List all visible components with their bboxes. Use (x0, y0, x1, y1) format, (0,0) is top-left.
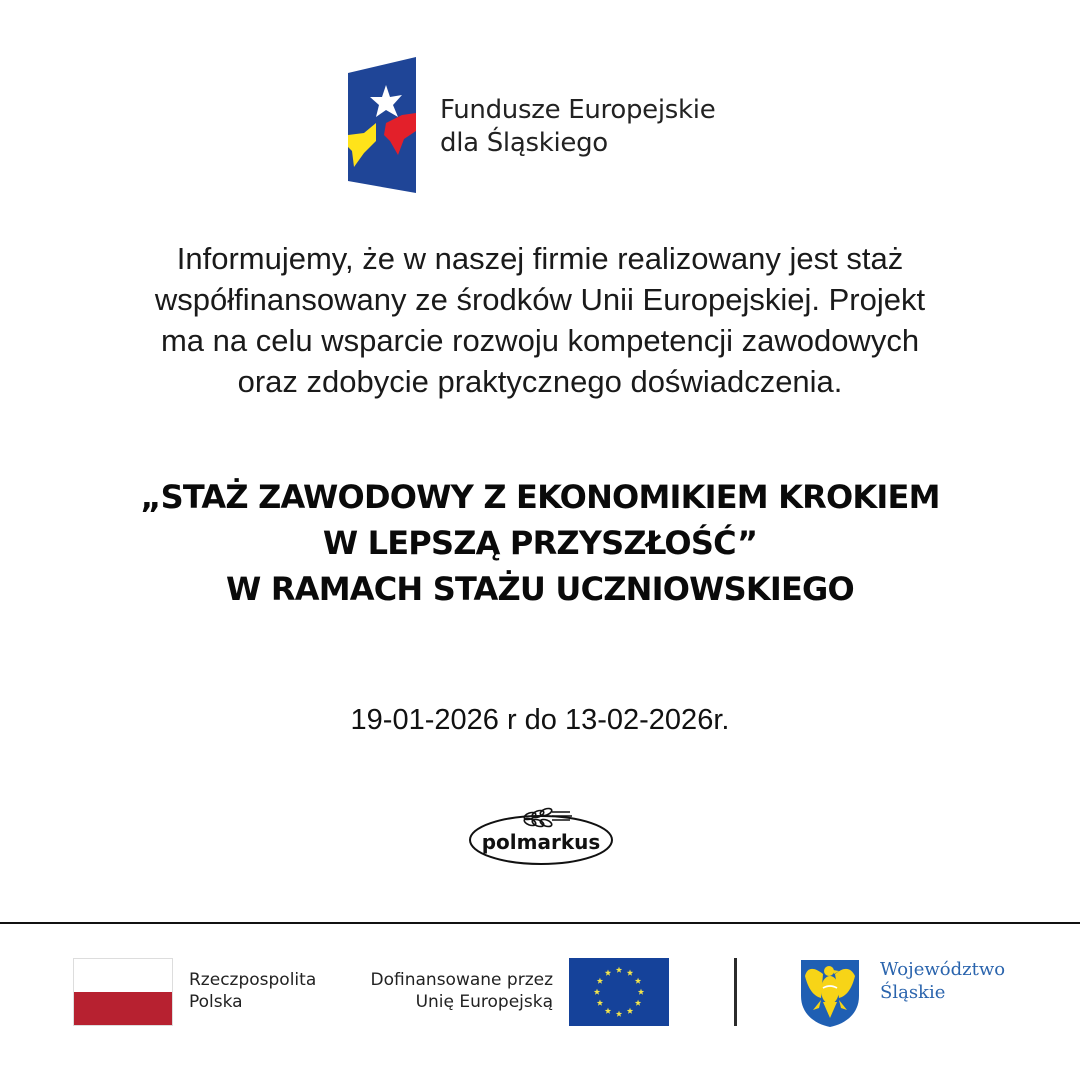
polmarkus-logo-text: polmarkus (481, 830, 601, 854)
poland-flag-icon (73, 958, 173, 1026)
intro-line: ma na celu wsparcie rozwoju kompetencji zawodowych (160, 323, 920, 358)
intro-paragraph (90, 238, 990, 402)
date-range: 19-01-2026 r do 13-02-2026r. (350, 704, 730, 736)
poland-label-line2: Polska (189, 992, 243, 1012)
intro-line: współfinansowany ze środków Unii Europejskiej. Projekt (154, 282, 926, 317)
fe-text-line2: dla Śląskiego (440, 128, 608, 158)
intro-line: oraz zdobycie praktycznego doświadczenia. (237, 364, 843, 399)
silesia-label-line2: Śląskie (880, 982, 946, 1003)
silesia-coat-of-arms-icon (799, 958, 861, 1028)
title-line: W LEPSZĄ PRZYSZŁOŚĆ” (322, 524, 758, 562)
eu-label-line2: Unię Europejską (415, 992, 553, 1012)
silesia-label (880, 958, 1005, 1004)
eu-label-line1: Dofinansowane przez (370, 970, 553, 990)
title-line: „STAŻ ZAWODOWY Z EKONOMIKIEM KROKIEM (140, 478, 940, 516)
fundusze-europejskie-logo-icon (346, 55, 420, 195)
fundusze-europejskie-text (440, 94, 715, 160)
polmarkus-logo (466, 802, 616, 868)
intro-line: Informujemy, że w naszej firmie realizowany jest staż (176, 241, 904, 276)
poland-label (189, 969, 316, 1013)
title-line: W RAMACH STAŻU UCZNIOWSKIEGO (226, 570, 854, 608)
eu-flag-icon (569, 958, 669, 1026)
silesia-label-line1: Województwo (880, 959, 1006, 980)
project-title (90, 474, 990, 612)
fe-text-line1: Fundusze Europejskie (440, 95, 716, 125)
footer-separator (734, 958, 737, 1026)
poland-label-line1: Rzeczpospolita (189, 970, 317, 990)
footer-divider (0, 922, 1080, 924)
eu-cofinanced-label (355, 969, 553, 1013)
